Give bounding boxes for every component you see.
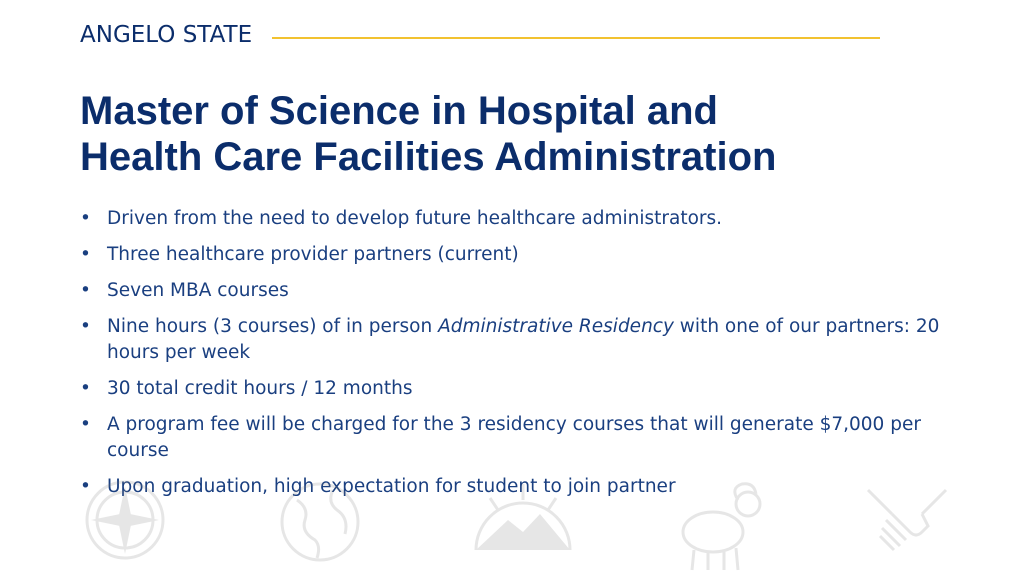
bullet-text: 30 total credit hours / 12 months xyxy=(107,378,413,399)
compass-icon xyxy=(80,470,170,576)
bullet-dot: • xyxy=(80,378,91,399)
bullet-item xyxy=(80,314,960,366)
bullet-text xyxy=(107,316,939,363)
bullet-list xyxy=(80,206,960,510)
slide-title xyxy=(80,88,980,180)
bullet-dot: • xyxy=(80,414,91,435)
bullet-item xyxy=(80,278,960,304)
bullet-text-emphasis: Administrative Residency xyxy=(438,316,674,337)
bullet-item xyxy=(80,412,960,464)
watermark-strip xyxy=(0,470,1024,576)
bullet-text-pre: Nine hours (3 courses) of in person xyxy=(107,316,439,337)
bullet-dot: • xyxy=(80,316,91,337)
brand-wordmark: ANGELO STATE xyxy=(80,22,253,48)
bullet-text: Seven MBA courses xyxy=(107,280,289,301)
ram-icon xyxy=(668,470,768,576)
bullet-item xyxy=(80,376,960,402)
mountain-sun-icon xyxy=(468,470,578,576)
brand-rule xyxy=(272,37,880,39)
bullet-text-post: with one of our partners: 20 hours per week xyxy=(107,316,940,363)
title-line-1: Master of Science in Hospital and xyxy=(80,89,718,133)
handshake-icon xyxy=(862,470,952,576)
bullet-text: Three healthcare provider partners (current) xyxy=(107,244,519,265)
bullet-dot: • xyxy=(80,476,91,497)
bullet-item xyxy=(80,242,960,268)
bullet-dot: • xyxy=(80,208,91,229)
bullet-dot: • xyxy=(80,280,91,301)
bullet-text: Upon graduation, high expectation for student to join partner xyxy=(107,476,676,497)
bullet-text: Driven from the need to develop future healthcare administrators. xyxy=(107,208,723,229)
bullet-item xyxy=(80,206,960,232)
bullet-text: A program fee will be charged for the 3 residency courses that will generate $7,000 per course xyxy=(107,414,921,461)
bullet-dot: • xyxy=(80,244,91,265)
title-line-2: Health Care Facilities Administration xyxy=(80,135,777,179)
globe-icon xyxy=(275,470,365,576)
